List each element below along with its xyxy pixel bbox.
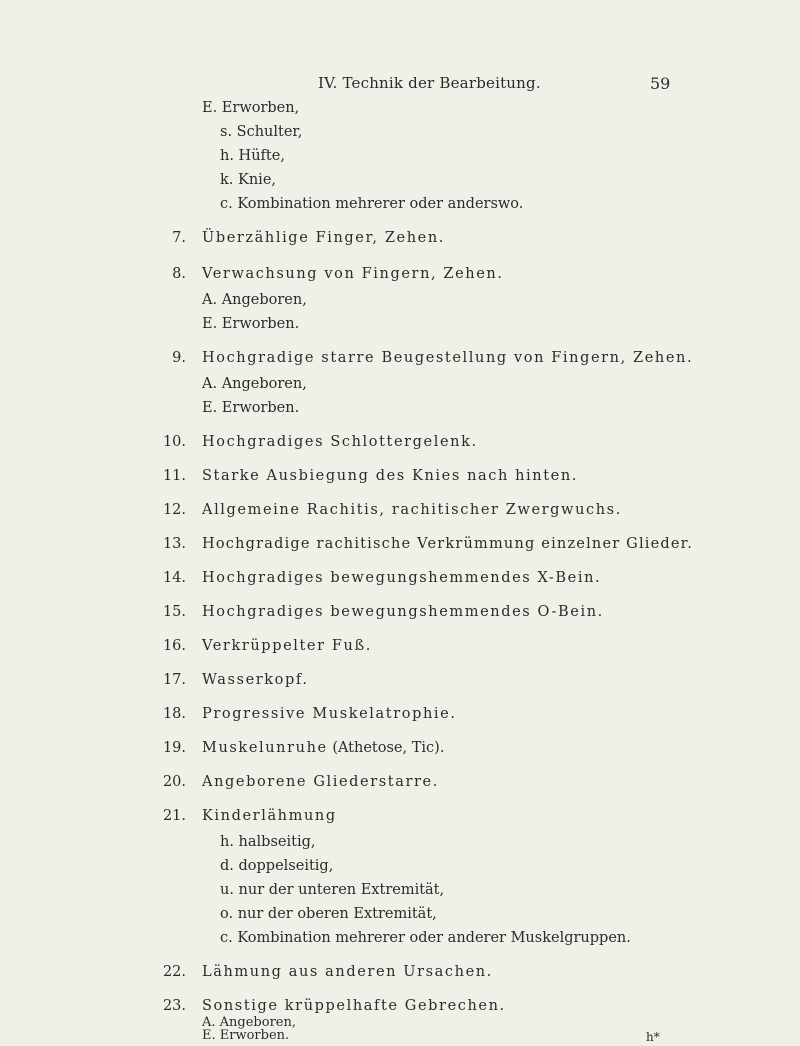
sub-item: E. Erworben. [202, 316, 300, 332]
item-number: 13. [162, 536, 186, 552]
sub-item: d. doppelseitig, [220, 858, 334, 874]
sub-item: E. Erworben. [202, 400, 300, 416]
item-title: Angeborene Gliederstarre. [202, 774, 439, 790]
sub-item: u. nur der unteren Extremität, [220, 882, 445, 898]
item-number: 19. [162, 740, 186, 756]
item-number: 14. [162, 570, 186, 586]
item-number: 17. [162, 672, 186, 688]
item-title: Sonstige krüppelhafte Gebrechen. [202, 998, 506, 1014]
sub-item: A. Angeboren, [202, 1015, 296, 1030]
item-title: Lähmung aus anderen Ursachen. [202, 964, 493, 980]
item-title: Wasserkopf. [202, 672, 309, 688]
item-number: 21. [162, 808, 186, 824]
sub-item: o. nur der oberen Extremität, [220, 906, 437, 922]
sub-item: c. Kombination mehrerer oder anderswo. [220, 196, 524, 212]
item-number: 23. [162, 998, 186, 1014]
sub-item: E. Erworben, [202, 100, 300, 116]
page-header [0, 74, 800, 98]
item-number: 8. [172, 266, 186, 282]
item-title: Überzählige Finger, Zehen. [202, 230, 445, 246]
item-title: Progressive Muskelatrophie. [202, 706, 457, 722]
item-number: 20. [162, 774, 186, 790]
sub-item: s. Schulter, [220, 124, 303, 140]
item-title [202, 740, 444, 756]
printer-signature: h* [646, 1030, 660, 1044]
item-title: Hochgradiges bewegungshemmendes O-Bein. [202, 604, 604, 620]
sub-item: E. Erworben. [202, 1028, 290, 1043]
item-title: Verwachsung von Fingern, Zehen. [202, 266, 504, 282]
item-number: 16. [162, 638, 186, 654]
item-number: 15. [162, 604, 186, 620]
item-title: Hochgradige rachitische Verkrümmung einzelner Glieder. [202, 536, 694, 552]
item-number: 10. [162, 434, 186, 450]
sub-item: h. Hüfte, [220, 148, 285, 164]
item-number: 11. [162, 468, 186, 484]
item-title: Hochgradige starre Beugestellung von Fingern, Zehen. [202, 350, 694, 366]
item-title: Hochgradiges bewegungshemmendes X-Bein. [202, 570, 602, 586]
item-number: 22. [162, 964, 186, 980]
item-title: Starke Ausbiegung des Knies nach hinten. [202, 468, 578, 484]
item-title: Verkrüppelter Fuß. [202, 638, 372, 654]
item-title: Allgemeine Rachitis, rachitischer Zwergwuchs. [202, 502, 622, 518]
sub-item: A. Angeboren, [202, 376, 307, 392]
item-title-spaced: Muskelunruhe [202, 740, 328, 756]
item-title: Hochgradiges Schlottergelenk. [202, 434, 478, 450]
sub-item: k. Knie, [220, 172, 277, 188]
running-head: IV. Technik der Bearbeitung. [318, 74, 541, 92]
item-number: 7. [172, 230, 186, 246]
page-number: 59 [650, 74, 671, 93]
item-number: 18. [162, 706, 186, 722]
item-number: 12. [162, 502, 186, 518]
item-number: 9. [172, 350, 186, 366]
sub-item: c. Kombination mehrerer oder anderer Muskelgruppen. [220, 930, 631, 946]
sub-item: A. Angeboren, [202, 292, 307, 308]
sub-item: h. halbseitig, [220, 834, 316, 850]
item-title-rest: (Athetose, Tic). [332, 740, 445, 756]
item-title: Kinderlähmung [202, 808, 337, 824]
